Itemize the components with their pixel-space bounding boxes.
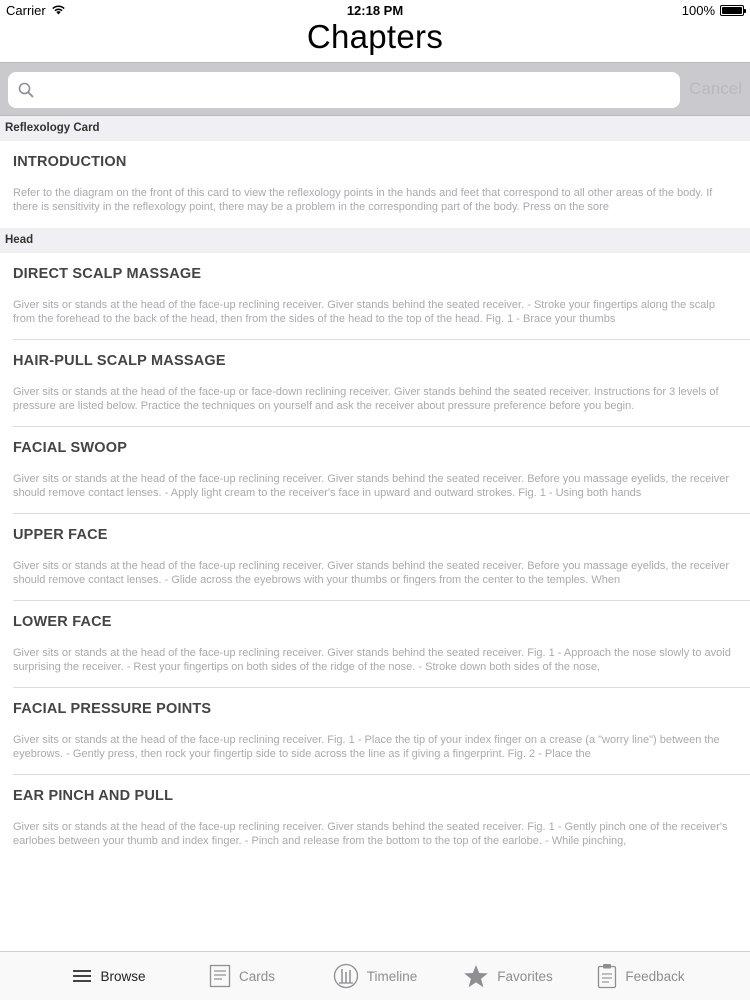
chapter-description: Giver sits or stands at the head of the face-up reclining receiver. Giver stands behind the seated receiver. Fig. 1 - Gently pinch one of the receiver's earlobes between your thumb and index finger. - Pinch and release from the bottom to the top of the earlobe. - While pinching, [13,821,728,847]
search-field[interactable] [8,72,680,108]
search-bar [0,62,750,116]
chapter-description: Giver sits or stands at the head of the face-up reclining receiver. Giver stands behind the seated receiver. - Stroke your fingertips along the scalp from the forehead to the back of the head, then from the sides of the head to the top of the head. Fig. 1 - Brace your thumbs [13,299,715,325]
chapter-description: Refer to the diagram on the front of this card to view the reflexology points in the hands and feet that correspond to all other areas of the body. If there is sensitivity in the reflexology point, there may be a problem in the corresponding part of the body. Press on the sore [13,187,713,213]
card-icon [209,964,231,988]
list-item[interactable] [0,514,750,601]
list-item[interactable] [0,601,750,688]
list-item[interactable] [0,253,750,340]
tab-bar [0,951,750,1000]
tab-browse[interactable] [43,968,176,984]
chapter-description: Giver sits or stands at the head of the face-up or face-down reclining receiver. Giver stands behind the seated receiver. Instructions for 3 levels of pressure are listed below. Practice the techniques on yourself and ask the receiver about pressure preference before you begin. [13,386,719,412]
chapter-title: INTRODUCTION [13,154,127,170]
chapter-title: HAIR-PULL SCALP MASSAGE [13,353,226,369]
section-header: Head [0,228,750,253]
tab-label: Timeline [366,968,418,984]
tab-cards[interactable] [176,964,309,988]
chapter-title: FACIAL SWOOP [13,440,128,456]
tab-timeline[interactable] [309,963,442,989]
chapter-title: UPPER FACE [13,527,108,543]
chapter-title: DIRECT SCALP MASSAGE [13,266,202,282]
page-title: Chapters [306,18,444,55]
list-item[interactable] [0,775,750,862]
status-right [682,3,744,18]
list-item[interactable] [0,427,750,514]
chapter-title: LOWER FACE [13,614,112,630]
list-item[interactable] [0,688,750,775]
chapter-description: Giver sits or stands at the head of the face-up reclining receiver. Giver stands behind the seated receiver. Fig. 1 - Approach the nose slowly to avoid surprising the receiver. - Rest your fingertips on both sides of the ridge of the nose. - Stroke down both sides of the nose, [13,647,731,673]
search-input[interactable] [40,72,674,110]
status-bar [0,0,750,20]
chapter-list [0,116,750,951]
search-icon [18,82,34,98]
cancel-button[interactable]: Cancel [689,79,742,98]
chapter-title: FACIAL PRESSURE POINTS [13,701,212,717]
battery-icon [720,5,744,16]
list-item[interactable] [0,340,750,427]
status-time: 12:18 PM [346,3,404,18]
tab-feedback[interactable] [575,963,708,989]
tab-label: Feedback [625,968,685,984]
chapter-description: Giver sits or stands at the head of the face-up reclining receiver. Fig. 1 - Place the tip of your index finger on a crease (a "worry line") between the eyebrows. - Gently press, then rock your fingertip side to side across the line as if giving a fingerprint. Fig. 2 - Place the [13,734,720,760]
list-icon [72,968,92,984]
carrier-label: Carrier [6,3,46,18]
chapter-title: EAR PINCH AND PULL [13,788,174,804]
star-icon [463,964,489,989]
timeline-icon [333,963,359,989]
clipboard-icon [597,963,617,989]
chapter-description: Giver sits or stands at the head of the face-up reclining receiver. Giver stands behind the seated receiver. Before you massage eyelids, the receiver should remove contact lenses. - Apply light cream to the receiver's face in upward and outward strokes. Fig. 1 - Using both hands [13,473,729,499]
battery-percent: 100% [681,3,715,18]
chapter-description: Giver sits or stands at the head of the face-up reclining receiver. Giver stands behind the seated receiver. Before you massage eyelids, the receiver should remove contact lenses. - Glide across the eyebrows with your thumbs or fingers from the center to the temples. When [13,560,729,586]
tab-label: Cards [238,968,275,984]
section-header: Reflexology Card [0,116,750,141]
tab-label: Browse [100,968,146,984]
tab-favorites[interactable] [442,964,575,989]
list-item[interactable] [0,141,750,228]
tab-label: Favorites [497,968,553,984]
